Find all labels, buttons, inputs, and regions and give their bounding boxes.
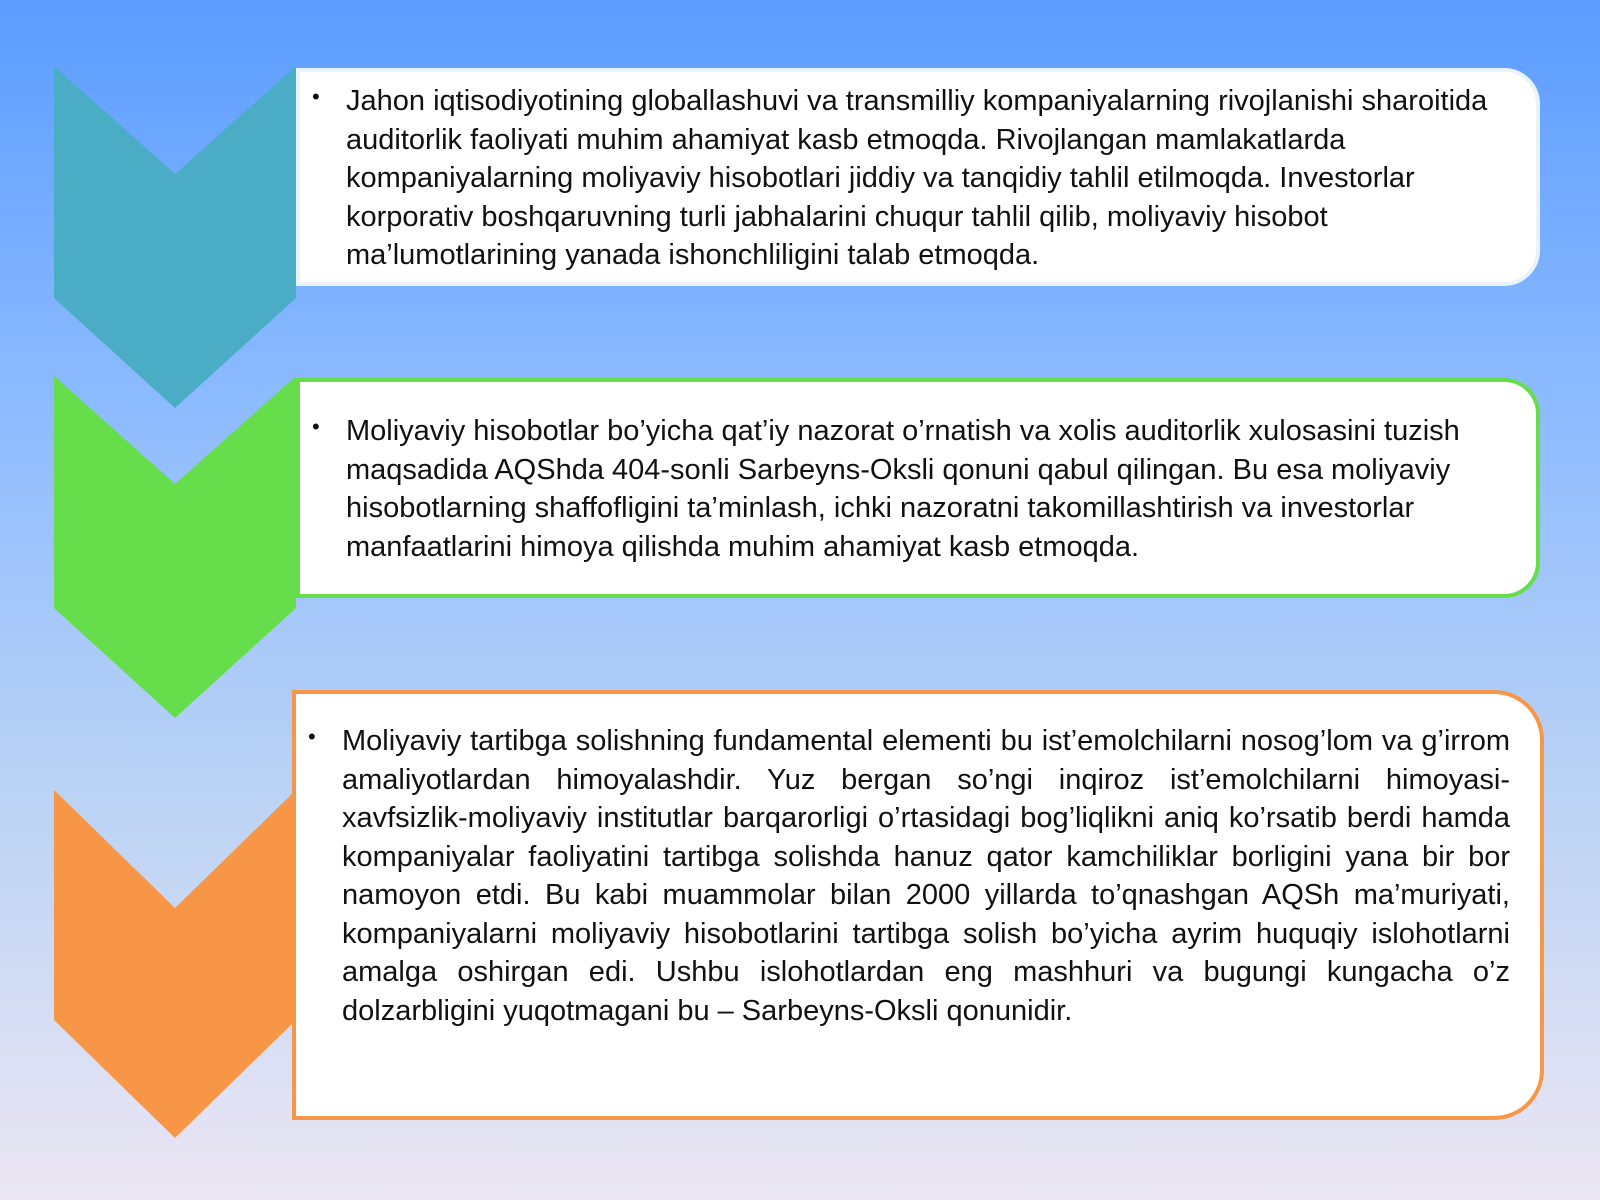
bullet-icon: • [312, 84, 320, 109]
chevron-arrow-3-shape [54, 790, 296, 1138]
step-3-item [306, 722, 1510, 1030]
step-1-text: Jahon iqtisodiyotining globallashuvi va transmilliy kompaniyalarning rivojlanishi sharoitida auditorlik faoliyati muhim ahamiyat kasb etmoqda. Rivojlangan mamlakatlarda kompaniyalarning moliyaviy hisobotlari jiddiy va tanqidiy tahlil etilmoqda. Investorlar korporativ boshqaruvning turli jabhalarini chuqur tahlil qilib, moliyaviy hisobot ma’lumotlarining yanada ishonchliligini talab etmoqda. [346, 85, 1488, 271]
step-box-1 [296, 68, 1540, 286]
step-1-item [310, 82, 1506, 275]
chevron-arrow-1-shape [54, 66, 296, 408]
step-2-text: Moliyaviy hisobotlar bo’yicha qat’iy nazorat o’rnatish va xolis auditorlik xulosasini tuzish maqsadida AQShda 404-sonli Sarbeyns-Oksli qonuni qabul qilingan. Bu esa moliyaviy hisobotlarning shaffofligini ta’minlash, ichki nazoratni takomillashtirish va investorlar manfaatlarini himoya qilishda muhim ahamiyat kasb etmoqda. [346, 415, 1460, 563]
bullet-icon: • [308, 724, 316, 749]
chevron-arrow-1 [54, 66, 296, 408]
chevron-arrow-3 [54, 790, 296, 1138]
chevron-arrow-2-shape [54, 376, 296, 718]
step-3-text: Moliyaviy tartibga solishning fundamental elementi bu ist’emolchilarni nosog’lom va g’irrom amaliyotlardan himoyalashdir. Yuz bergan so’ngi inqiroz ist’emolchilarni himoyasi-xavfsizlik-moliyaviy institutlar barqarorligi o’rtasidagi bog’liqlikni aniq ko’rsatib berdi hamda kompaniyalar faoliyatini tartibga solishda hanuz qator kamchiliklar borligini yana bir bor namoyon etdi. Bu kabi muammolar bilan 2000 yillarda to’qnashgan AQSh ma’muriyati, kompaniyalarni moliyaviy hisobotlarini tartibga solish bo’yicha ayrim huquqiy islohotlarni amalga oshirgan edi. Ushbu islohotlardan eng mashhuri va bugungi kungacha o’z dolzarbligini yuqotmagani bu – Sarbeyns-Oksli qonunidir. [342, 725, 1510, 1027]
step-box-3 [292, 690, 1544, 1120]
chevron-arrow-2 [54, 376, 296, 718]
bullet-icon: • [312, 414, 320, 439]
step-box-2 [296, 378, 1540, 598]
step-2-item [310, 412, 1506, 566]
